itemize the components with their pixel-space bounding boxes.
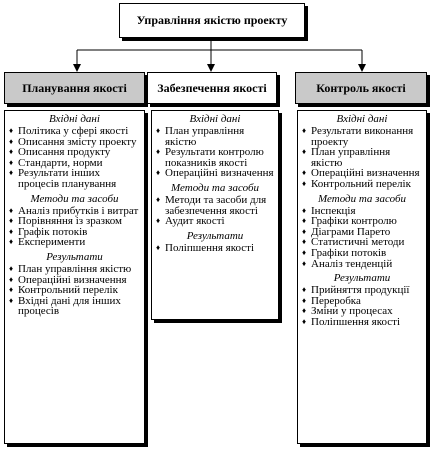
list-item: ♦ Аналіз прибутків і витрат xyxy=(9,206,140,217)
list-item: ♦ Операційні визначення xyxy=(156,168,274,179)
list-item: ♦ План управління якістю xyxy=(156,126,274,147)
planning-header: Планування якості xyxy=(4,72,145,104)
list-item: ♦ Прийняття продукції xyxy=(302,285,422,296)
list-item: ♦ Вхідні дані для інших процесів xyxy=(9,296,140,317)
section-title: Вхідні дані xyxy=(49,113,100,125)
list-item: ♦ Політика у сфері якості xyxy=(9,126,140,137)
list-item: ♦ План управління якістю xyxy=(9,264,140,275)
list-item: ♦ Діаграми Парето xyxy=(302,227,422,238)
list-item: ♦ Операційні визначення xyxy=(9,275,140,286)
list-item: ♦ Поліпшення якості xyxy=(156,243,274,254)
section-title: Методи та засоби xyxy=(30,192,119,205)
list-item: ♦ Графіки контролю xyxy=(302,216,422,227)
list-item: ♦ Операційні визначення xyxy=(302,168,422,179)
control-header: Контроль якості xyxy=(295,72,427,104)
list-item: ♦ Стандарти, норми xyxy=(9,158,140,169)
assurance-panel xyxy=(151,110,279,320)
list-item: ♦ Аналіз тенденцій xyxy=(302,259,422,270)
section-title: Результати xyxy=(333,272,391,285)
list-item: ♦ Описання продукту xyxy=(9,147,140,158)
control-panel xyxy=(297,110,427,444)
section-title: Методи та засоби xyxy=(318,192,406,205)
arrowhead-left xyxy=(73,64,81,72)
section-title: Вхідні дані xyxy=(336,113,388,125)
list-item: ♦ Контрольний перелік xyxy=(9,285,140,296)
list-item: ♦ Аудит якості xyxy=(156,216,274,227)
list-item: ♦ Результати виконання проекту xyxy=(302,126,422,147)
list-item: ♦ Інспекція xyxy=(302,206,422,217)
list-item: ♦ План управління якістю xyxy=(302,147,422,168)
list-item: ♦ Контрольний перелік xyxy=(302,179,422,190)
section-title: Вхідні дані xyxy=(189,113,241,125)
list-item: ♦ Результати контролю показників якості xyxy=(156,147,274,168)
list-item: ♦ Переробка xyxy=(302,296,422,307)
list-item: ♦ Порівняння із зразком xyxy=(9,216,140,227)
assurance-header: Забезпечення якості xyxy=(147,72,277,104)
planning-panel xyxy=(4,110,145,444)
list-item: ♦ Експерименти xyxy=(9,237,140,248)
arrowhead-middle xyxy=(207,64,215,72)
list-item: ♦ Методи та засоби для забезпечення якості xyxy=(156,195,274,216)
list-item: ♦ Описання змісту проекту xyxy=(9,137,140,148)
list-item: ♦ Графіки потоків xyxy=(302,248,422,259)
section-title: Методи та засоби xyxy=(171,181,259,194)
diagram-title: Управління якістю проекту xyxy=(119,3,305,38)
list-item: ♦ Зміни у процесах xyxy=(302,306,422,317)
list-item: ♦ Результати інших процесів планування xyxy=(9,168,140,189)
section-title: Результати xyxy=(46,250,103,263)
list-item: ♦ Графік потоків xyxy=(9,227,140,238)
arrowhead-right xyxy=(358,64,366,72)
list-item: ♦ Поліпшення якості xyxy=(302,317,422,328)
list-item: ♦ Статистичні методи xyxy=(302,237,422,248)
section-title: Результати xyxy=(186,229,244,242)
